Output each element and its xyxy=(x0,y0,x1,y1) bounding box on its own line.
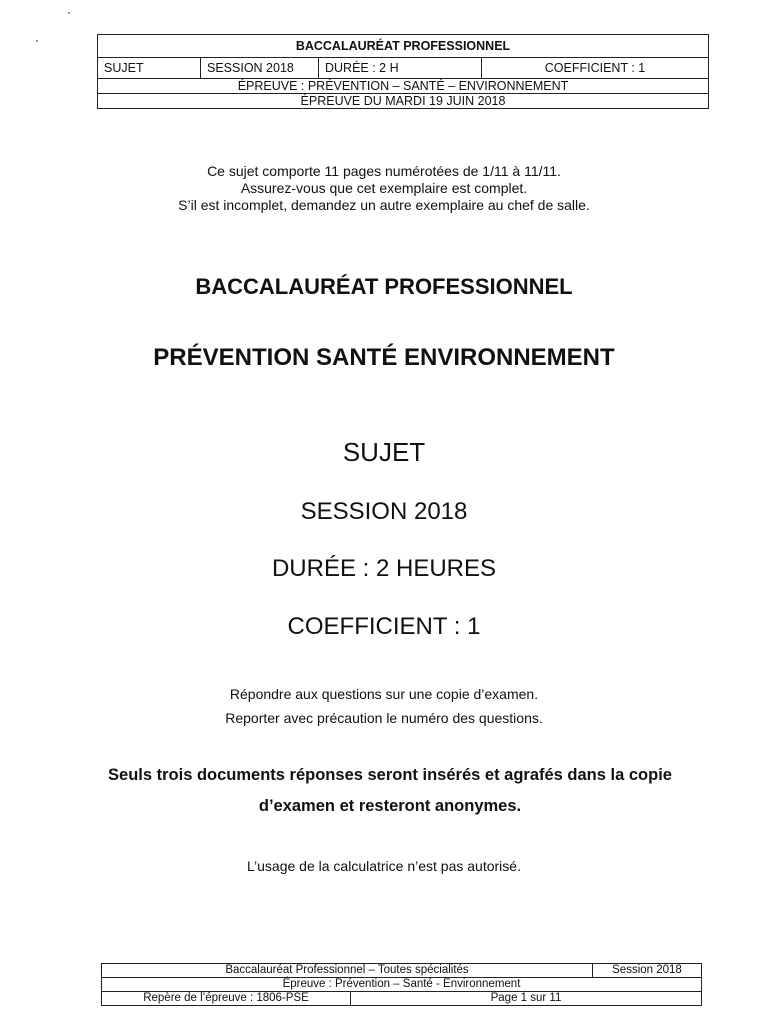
scan-speck xyxy=(68,12,70,14)
intro-line-incomplete: S’il est incomplet, demandez un autre exemplaire au chef de salle. xyxy=(178,197,590,213)
scan-speck xyxy=(36,40,38,42)
documents-note-line1: Seuls trois documents réponses seront insérés et agrafés dans la copie xyxy=(108,766,672,784)
header-sujet: SUJET xyxy=(98,58,201,79)
header-coefficient: COEFFICIENT : 1 xyxy=(482,58,709,79)
header-session: SESSION 2018 xyxy=(201,58,319,79)
instruction-line-report: Reporter avec précaution le numéro des questions. xyxy=(225,710,543,726)
footer-page: Page 1 sur 11 xyxy=(351,992,702,1006)
instruction-line-answer: Répondre aux questions sur une copie d’examen. xyxy=(229,686,539,702)
footer-session: Session 2018 xyxy=(593,964,702,978)
header-duree: DURÉE : 2 H xyxy=(319,58,482,79)
duree-heading: DURÉE : 2 HEURES xyxy=(271,555,497,582)
header-title: BACCALAURÉAT PROFESSIONNEL xyxy=(98,35,709,58)
footer-epreuve: Épreuve : Prévention – Santé - Environnement xyxy=(102,978,702,992)
diploma-title: BACCALAURÉAT PROFESSIONNEL xyxy=(195,274,573,299)
documents-note-line2: d’examen et resteront anonymes. xyxy=(258,797,522,815)
subject-title: PRÉVENTION SANTÉ ENVIRONNEMENT xyxy=(153,344,615,371)
intro-block xyxy=(0,163,768,214)
instructions-block xyxy=(0,682,768,730)
session-heading: SESSION 2018 xyxy=(300,498,468,525)
intro-line-check: Assurez-vous que cet exemplaire est complet. xyxy=(240,180,528,196)
intro-line-pages: Ce sujet comporte 11 pages numérotées de 1/11 à 11/11. xyxy=(207,163,561,179)
header-epreuve: ÉPREUVE : PRÉVENTION – SANTÉ – ENVIRONNEMENT xyxy=(98,79,709,94)
calculator-note: L’usage de la calculatrice n’est pas autorisé. xyxy=(247,858,521,874)
footer-table xyxy=(101,963,702,1006)
header-table xyxy=(97,34,709,109)
footer-repere: Repère de l’épreuve : 1806-PSE xyxy=(102,992,351,1006)
documents-note xyxy=(60,760,720,822)
sujet-heading: SUJET xyxy=(342,437,426,467)
header-date: ÉPREUVE DU MARDI 19 JUIN 2018 xyxy=(98,94,709,109)
coefficient-heading: COEFFICIENT : 1 xyxy=(287,613,481,640)
footer-diploma: Baccalauréat Professionnel – Toutes spécialités xyxy=(102,964,593,978)
